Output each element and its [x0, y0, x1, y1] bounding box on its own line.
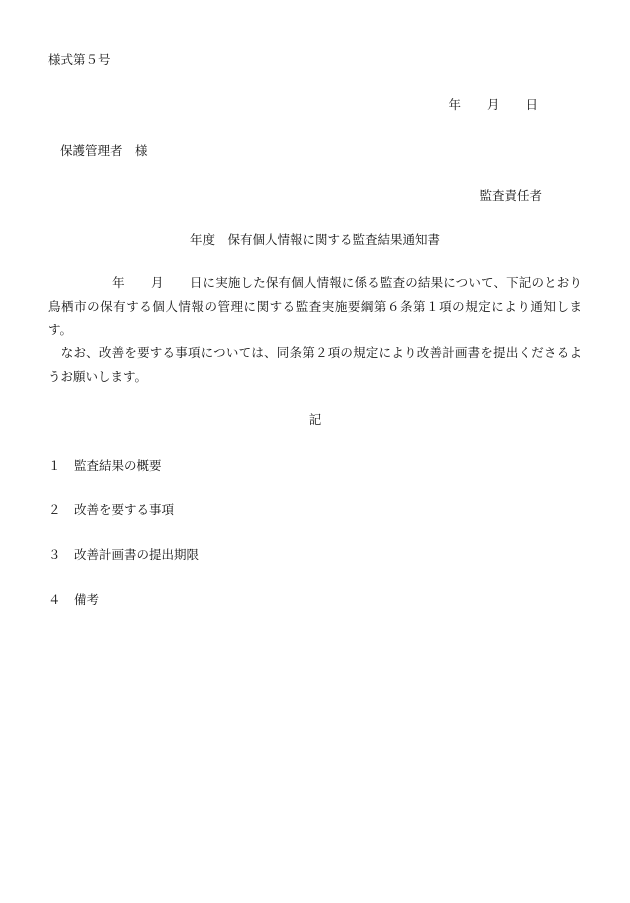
- list-item: [48, 545, 199, 563]
- date-month-label: 月: [486, 97, 500, 112]
- date-day-label: 日: [525, 97, 538, 112]
- item-label: 改善を要する事項: [74, 502, 175, 517]
- date-year-label: 年: [448, 97, 461, 112]
- document-title: 年度 保有個人情報に関する監査結果通知書: [189, 232, 440, 247]
- body-paragraph-2: [48, 341, 582, 388]
- date-line: [448, 95, 538, 113]
- list-item: [48, 456, 162, 474]
- item-label: 備考: [74, 592, 100, 607]
- para2-text: なお、改善を要する事項については、同条第２項の規定により改善計画書を提出くださるようお願いします。: [48, 345, 582, 384]
- para1-text: 日に実施した保有個人情報に係る監査の結果について、下記のとおり鳥栖市の保有する個人情報の管理に関する監査実施要綱第６条第１項の規定により通知します。: [48, 275, 582, 337]
- item-label: 改善計画書の提出期限: [74, 547, 200, 562]
- body-paragraph-1: [48, 271, 582, 342]
- item-number: ２: [48, 502, 61, 517]
- item-number: ４: [48, 592, 61, 607]
- item-number: １: [48, 458, 61, 473]
- ki-heading: 記: [308, 412, 322, 427]
- list-item: [48, 590, 99, 608]
- para1-month: 月: [150, 275, 164, 290]
- item-number: ３: [48, 547, 61, 562]
- form-number: 様式第５号: [48, 52, 111, 67]
- para1-year: 年: [112, 275, 125, 290]
- list-item: [48, 500, 174, 518]
- item-label: 監査結果の概要: [74, 458, 162, 473]
- addressee: 保護管理者 様: [60, 143, 148, 158]
- auditor-title: 監査責任者: [479, 188, 542, 203]
